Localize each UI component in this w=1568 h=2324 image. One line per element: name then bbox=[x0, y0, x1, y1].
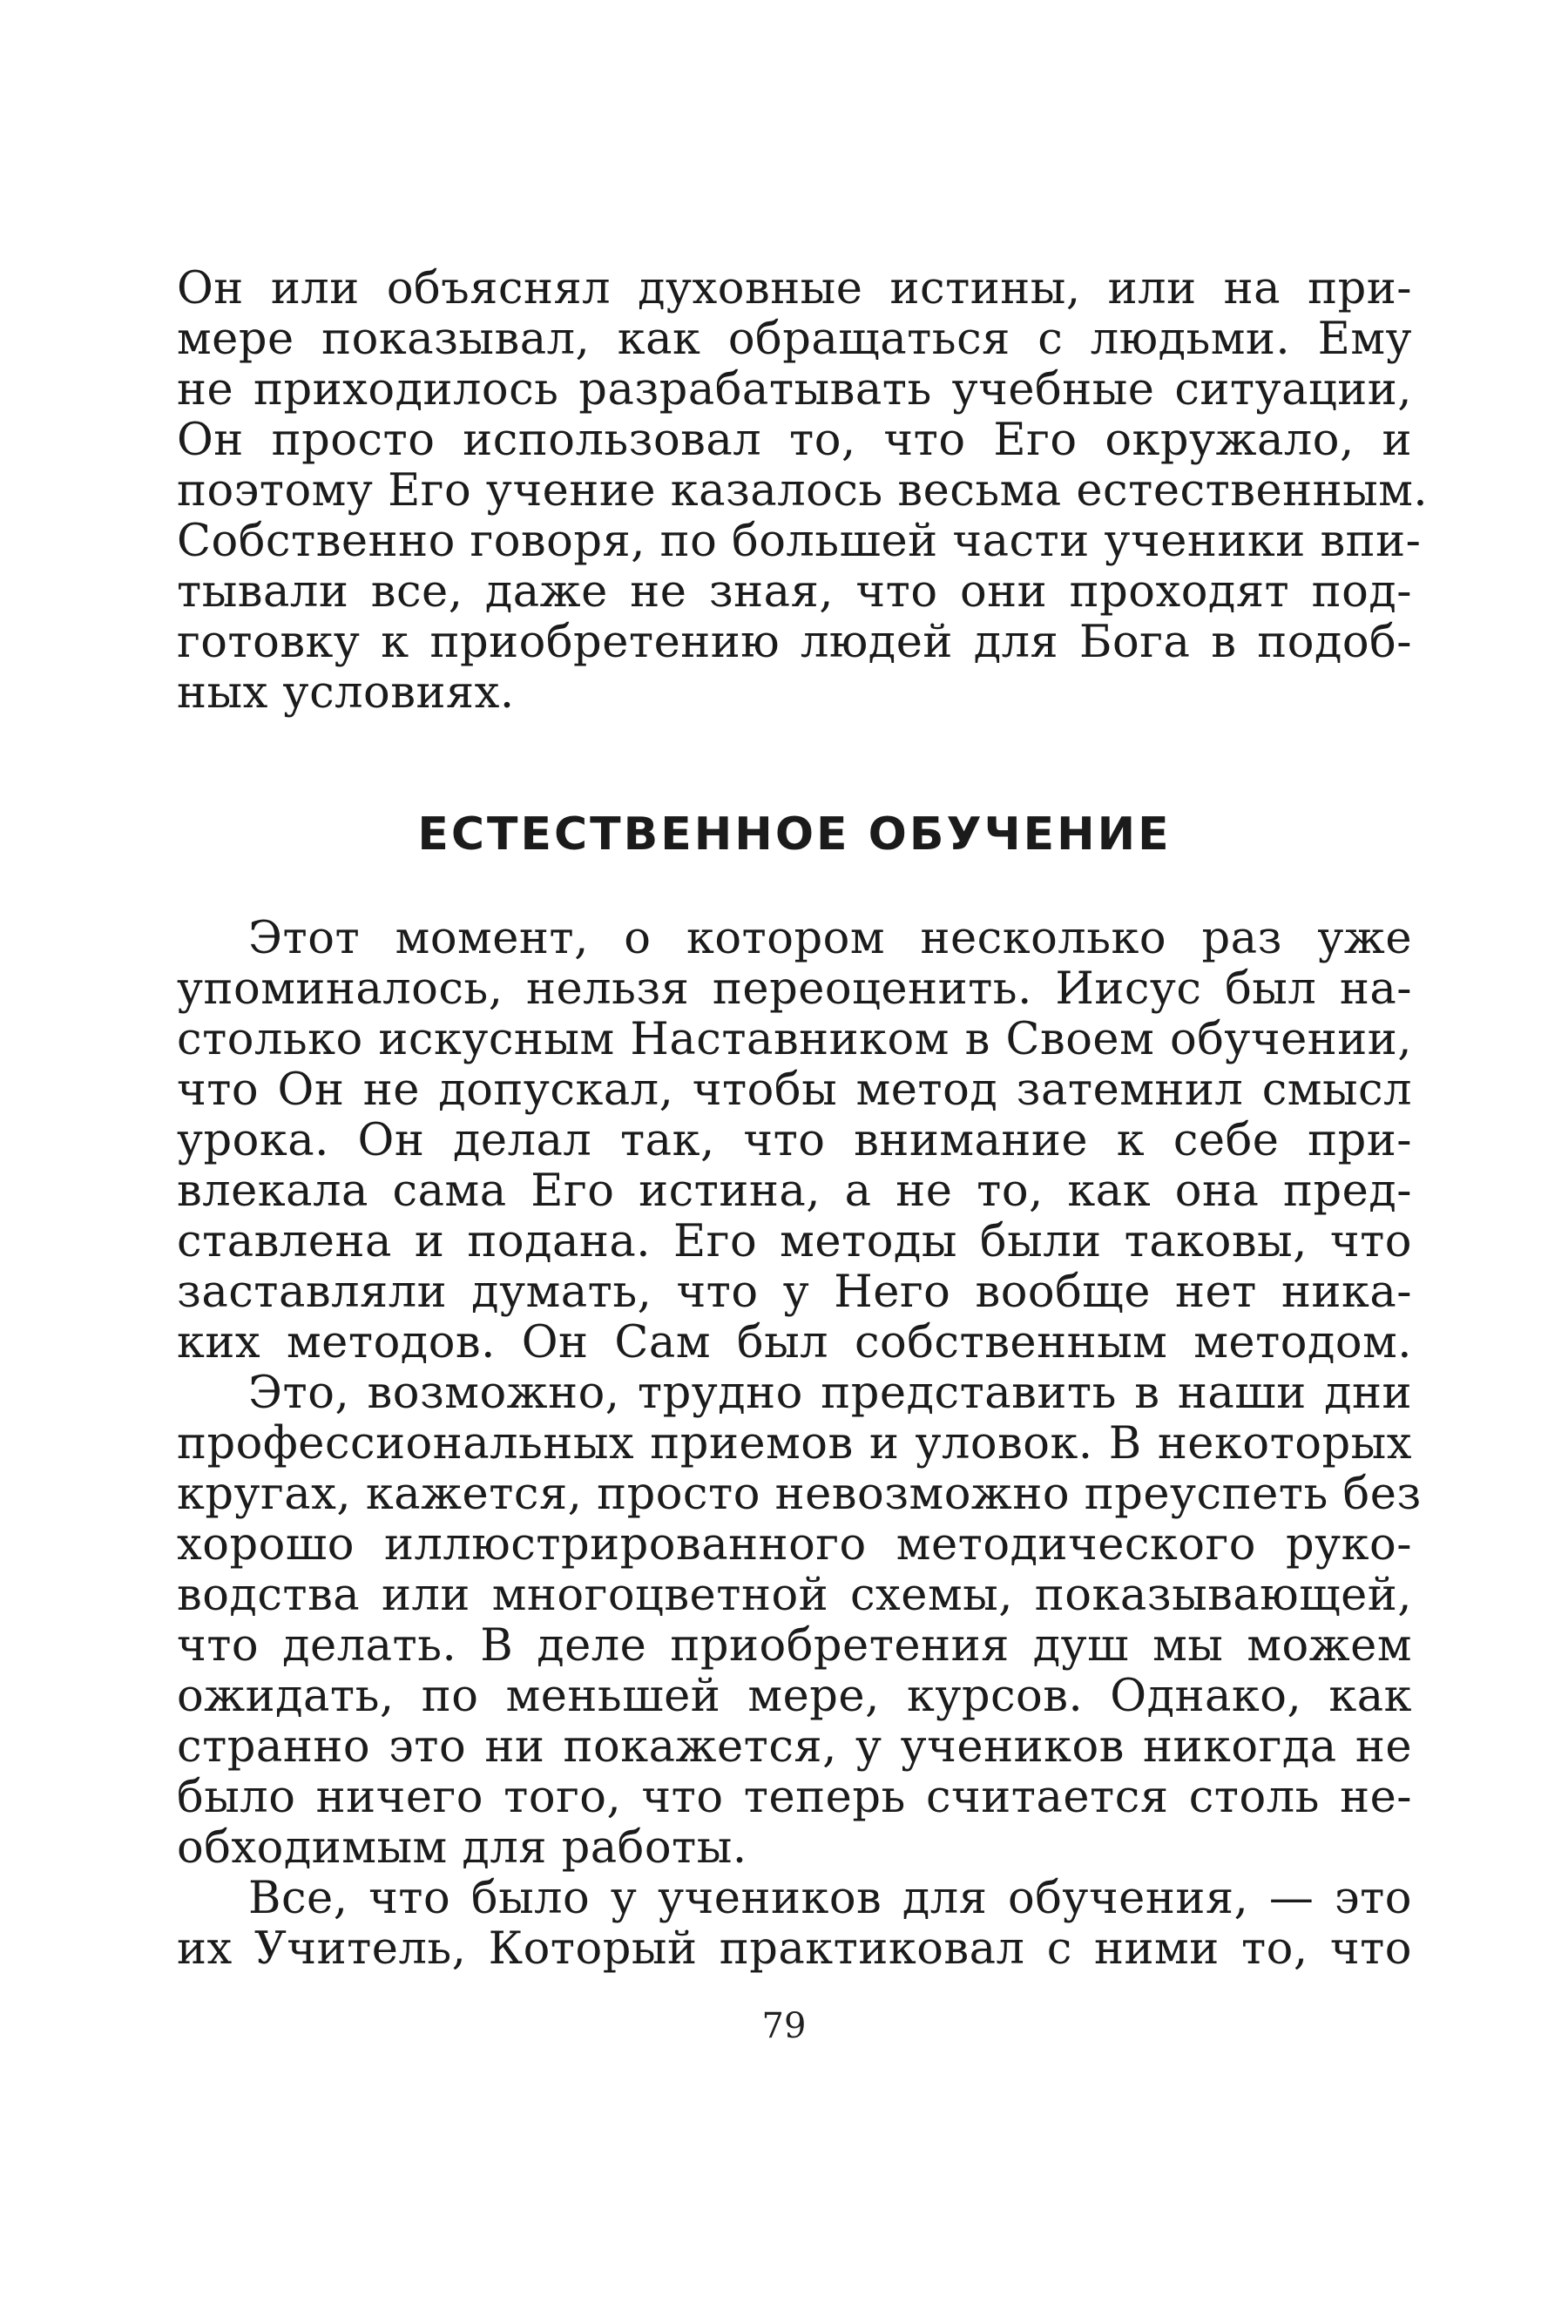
text-line: хорошо иллюстрированного методического руко- bbox=[177, 1519, 1412, 1571]
text-line: мере показывал, как обращаться с людьми. Ему bbox=[177, 314, 1412, 365]
text-line: ных условиях. bbox=[177, 667, 515, 719]
text-line: Собственно говоря, по большей части ученики впи- bbox=[177, 516, 1422, 567]
text-line: странно это ни покажется, у учеников никогда не bbox=[177, 1721, 1412, 1773]
text-line: влекала сама Его истина, а не то, как она пред- bbox=[177, 1165, 1412, 1217]
text-line: Он просто использовал то, что Его окружало, и bbox=[177, 415, 1412, 466]
text-line: заставляли думать, что у Него вообще нет ника- bbox=[177, 1267, 1412, 1318]
text-line: водства или многоцветной схемы, показывающей, bbox=[177, 1570, 1412, 1621]
text-line: их Учитель, Который практиковал с ними то, что bbox=[177, 1923, 1412, 1975]
text-line: не приходилось разрабатывать учебные ситуации, bbox=[177, 364, 1412, 415]
text-line: Этот момент, о котором несколько раз уже bbox=[248, 913, 1412, 964]
section-heading: ЕСТЕСТВЕННОЕ ОБУЧЕНИЕ bbox=[417, 808, 1172, 861]
text-line: что делать. В деле приобретения душ мы можем bbox=[177, 1620, 1412, 1672]
text-line: Все, что было у учеников для обучения, — это bbox=[248, 1873, 1412, 1924]
text-line: Он или объяснял духовные истины, или на при- bbox=[177, 263, 1412, 314]
text-line: что Он не допускал, чтобы метод затемнил смысл bbox=[177, 1064, 1412, 1116]
text-line: столько искусным Наставником в Своем обучении, bbox=[177, 1014, 1412, 1065]
text-line: тывали все, даже не зная, что они проходят под- bbox=[177, 566, 1412, 618]
page-number: 79 bbox=[761, 2006, 807, 2046]
text-line: упоминалось, нельзя переоценить. Иисус был на- bbox=[177, 963, 1412, 1015]
text-line: обходимым для работы. bbox=[177, 1822, 747, 1874]
text-line: кругах, кажется, просто невозможно преуспеть без bbox=[177, 1469, 1422, 1520]
text-line: профессиональных приемов и уловок. В некоторых bbox=[177, 1418, 1412, 1469]
text-line: ожидать, по меньшей мере, курсов. Однако, как bbox=[177, 1671, 1412, 1722]
text-line: поэтому Его учение казалось весьма естественным. bbox=[177, 465, 1429, 517]
text-line: Это, возможно, трудно представить в наши дни bbox=[248, 1368, 1412, 1419]
text-line: ких методов. Он Сам был собственным методом. bbox=[177, 1317, 1412, 1368]
text-line: готовку к приобретению людей для Бога в подоб- bbox=[177, 617, 1412, 668]
text-line: урока. Он делал так, что внимание к себе при- bbox=[177, 1115, 1412, 1166]
text-line: ставлена и подана. Его методы были таковы, что bbox=[177, 1216, 1412, 1267]
text-line: было ничего того, что теперь считается столь не- bbox=[177, 1772, 1412, 1823]
